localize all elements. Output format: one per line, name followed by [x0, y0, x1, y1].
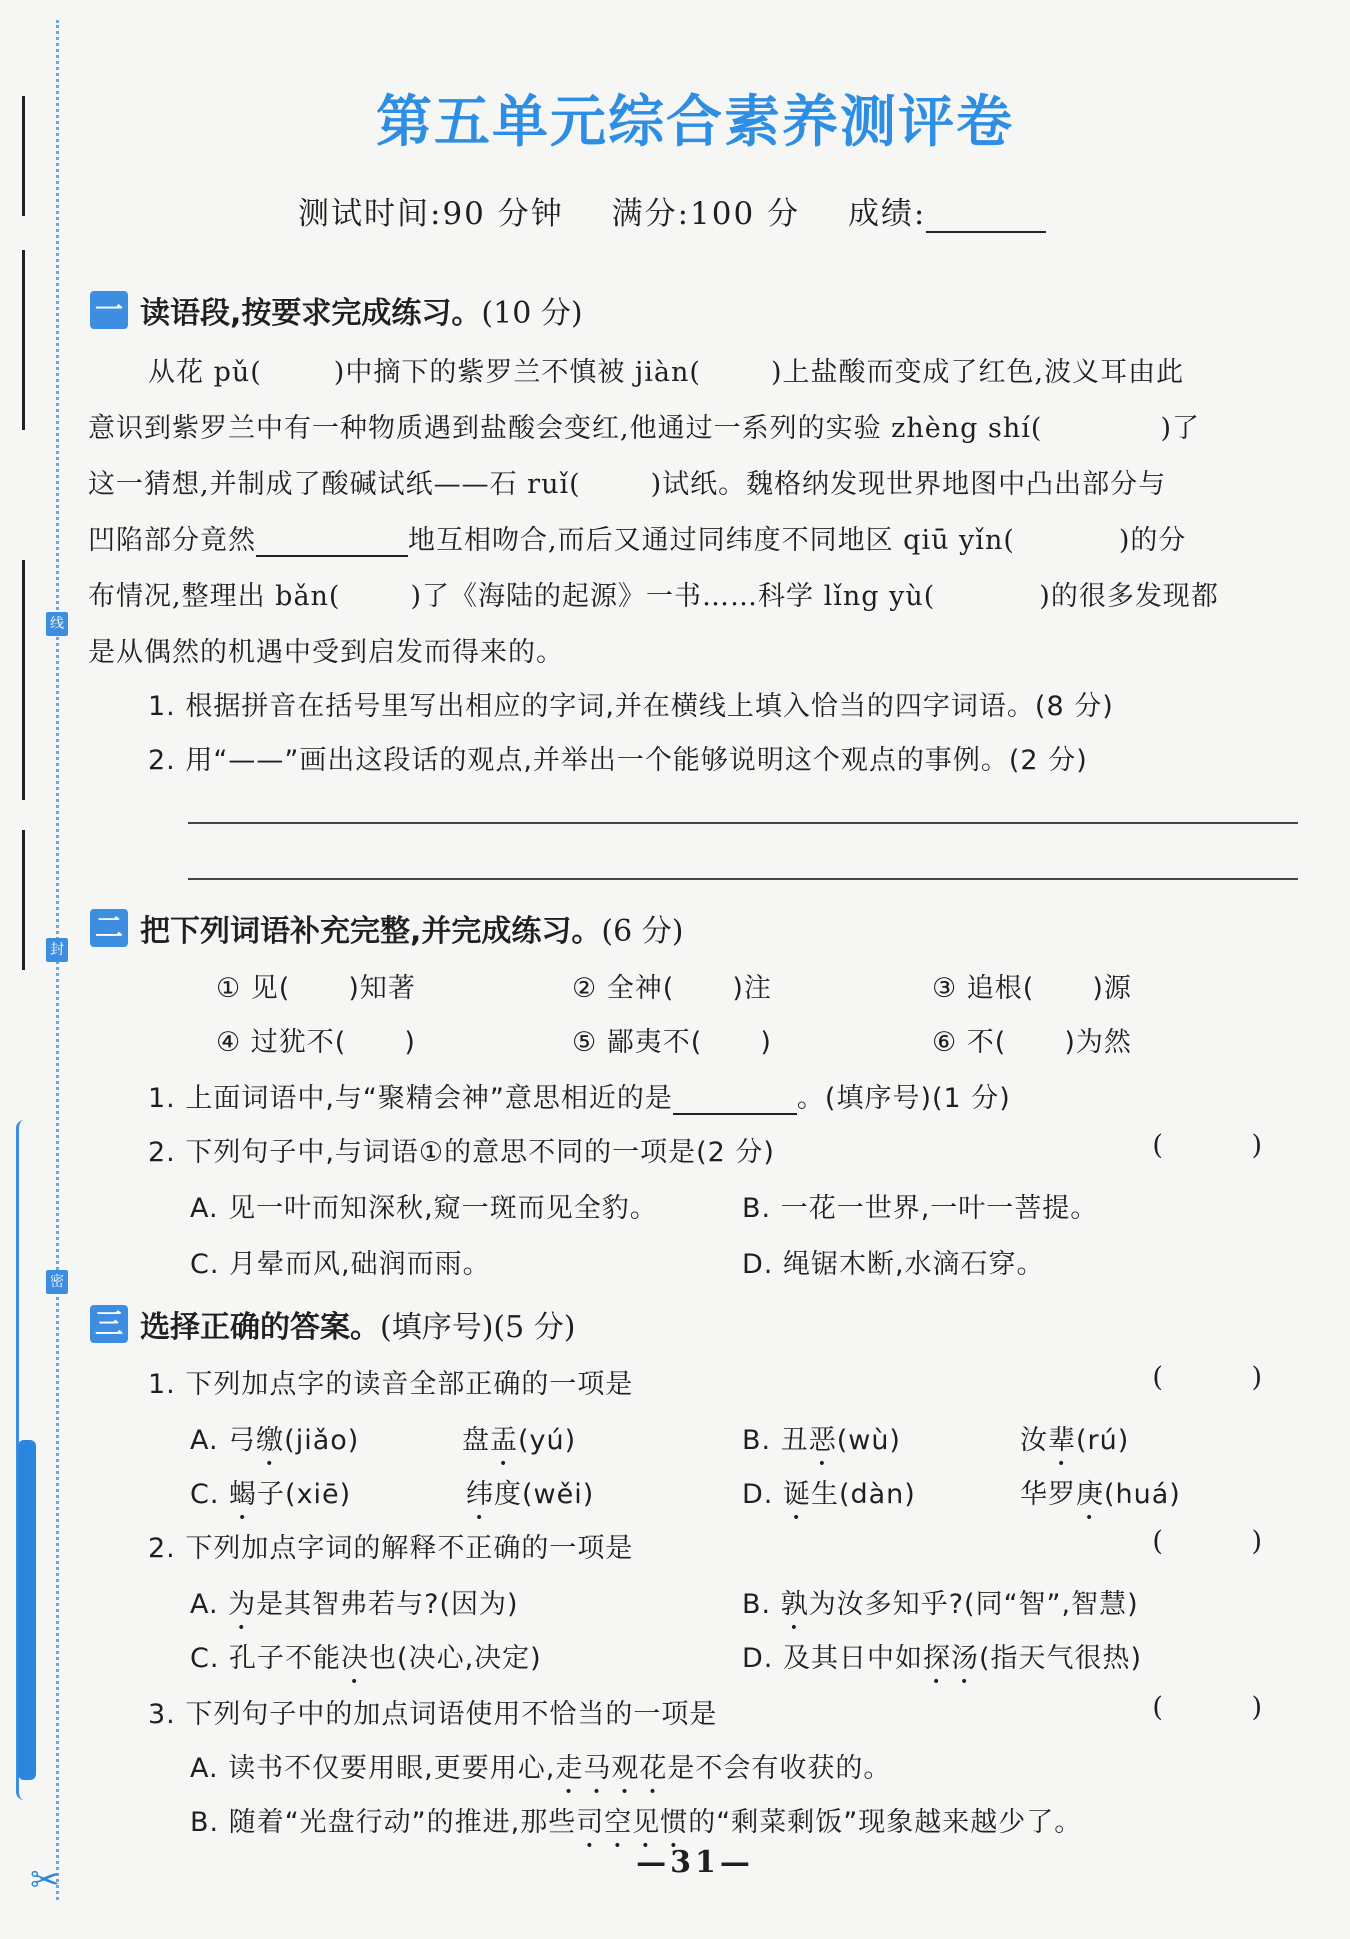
scissors-icon: ✂: [30, 1860, 61, 1901]
option-a: A. 读书不仅要用眼,更要用心,走马观花是不会有收获的。: [190, 1753, 892, 1784]
option-b: B. 一花一世界,一叶一菩提。: [742, 1193, 1099, 1224]
word-item-3: ③ 追根( )源: [932, 973, 1132, 1004]
passage-line: 布情况,整理出 bǎn( )了《海陆的起源》一书……科学 lǐng yù( )的很多发现都: [88, 581, 1219, 612]
page-title: 第五单元综合素养测评卷: [376, 90, 1014, 155]
section-1-heading: [90, 288, 583, 332]
option-c: C. 月晕而风,础润而雨。: [190, 1249, 491, 1280]
section-number: 一: [90, 291, 128, 329]
word-item-5: ⑤ 鄙夷不( ): [572, 1027, 772, 1058]
question-2-1: 1. 上面词语中,与“聚精会神”意思相近的是 。(填序号)(1 分): [148, 1083, 1011, 1114]
option-c2: 纬度(wěi): [466, 1479, 595, 1510]
score-blank[interactable]: [926, 203, 1046, 233]
option-b2: 汝辈(rú): [1020, 1425, 1130, 1456]
option-a: A. 见一叶而知深秋,窥一斑而见全豹。: [190, 1193, 658, 1224]
option-d: D. 绳锯木断,水滴石穿。: [742, 1249, 1045, 1280]
word-item-4: ④ 过犹不( ): [216, 1027, 416, 1058]
answer-paren[interactable]: ( ): [1152, 1526, 1302, 1557]
margin-tag-feng: 封: [46, 938, 68, 962]
passage-line: 意识到紫罗兰中有一种物质遇到盐酸会变红,他通过一系列的实验 zhèng shí( )了: [88, 413, 1200, 444]
option-b: B. 随着“光盘行动”的推进,那些司空见惯的“剩菜剩饭”现象越来越少了。: [190, 1807, 1083, 1838]
option-d2: 华罗庚(huá): [1020, 1479, 1181, 1510]
option-b: B. 孰为汝多知乎?(同“智”,智慧): [742, 1589, 1139, 1620]
option-c: C. 孔子不能决也(决心,决定): [190, 1643, 542, 1674]
binding-mark: [22, 560, 25, 800]
answer-blank[interactable]: [673, 1087, 797, 1115]
section-points: (填序号)(5 分): [380, 1310, 576, 1345]
passage-line: 是从偶然的机遇中受到启发而得来的。: [88, 637, 564, 668]
answer-line[interactable]: [188, 822, 1298, 824]
section-number: 三: [90, 1305, 128, 1343]
binding-mark: [22, 830, 25, 970]
answer-blank[interactable]: [256, 529, 408, 557]
word-item-1: ① 见( )知著: [216, 973, 416, 1004]
binding-mark: [22, 250, 25, 430]
section-number: 二: [90, 909, 128, 947]
margin-tag-xian: 线: [46, 612, 68, 636]
question-3-2: 2. 下列加点字词的解释不正确的一项是: [148, 1533, 634, 1564]
question-2-2: 2. 下列句子中,与词语①的意思不同的一项是(2 分): [148, 1137, 775, 1168]
section-points: (6 分): [601, 914, 684, 949]
option-d1: D. 诞生(dàn): [742, 1479, 916, 1510]
section-points: (10 分): [481, 296, 583, 331]
question-3-3: 3. 下列句子中的加点词语使用不恰当的一项是: [148, 1699, 718, 1730]
page-number: —31—: [636, 1845, 754, 1880]
option-a2: 盘盂(yú): [462, 1425, 577, 1456]
section-title: 把下列词语补充完整,并完成练习。: [140, 914, 602, 949]
option-a: A. 为是其智弗若与?(因为): [190, 1589, 519, 1620]
side-info-strip-fill: [18, 1440, 36, 1780]
option-d: D. 及其日中如探汤(指天气很热): [742, 1643, 1143, 1674]
word-item-6: ⑥ 不( )为然: [932, 1027, 1132, 1058]
section-title: 读语段,按要求完成练习。: [140, 296, 482, 331]
passage-line: 这一猜想,并制成了酸碱试纸——石 ruǐ( )试纸。魏格纳发现世界地图中凸出部分与: [88, 469, 1167, 500]
margin-tag-mi: 密: [46, 1270, 68, 1294]
answer-line[interactable]: [188, 878, 1298, 880]
section-3-heading: [90, 1302, 575, 1346]
full-score: 满分:100 分: [611, 196, 801, 232]
score-label: 成绩:: [847, 196, 927, 232]
answer-paren[interactable]: ( ): [1152, 1362, 1302, 1393]
passage-line: 凹陷部分竟然 地互相吻合,而后又通过同纬度不同地区 qiū yǐn( )的分: [88, 525, 1187, 556]
section-2-heading: [90, 906, 683, 950]
test-time: 测试时间:90 分钟: [298, 196, 564, 232]
answer-paren[interactable]: ( ): [1152, 1130, 1302, 1161]
answer-paren[interactable]: ( ): [1152, 1692, 1302, 1723]
passage-line: 从花 pǔ( )中摘下的紫罗兰不慎被 jiàn( )上盐酸而变成了红色,波义耳由此: [148, 357, 1185, 388]
section-title: 选择正确的答案。: [140, 1310, 380, 1345]
word-item-2: ② 全神( )注: [572, 973, 772, 1004]
question-1-1: 1. 根据拼音在括号里写出相应的字词,并在横线上填入恰当的四字词语。(8 分): [148, 691, 1114, 722]
question-3-1: 1. 下列加点字的读音全部正确的一项是: [148, 1369, 634, 1400]
option-c1: C. 蝎子(xiē): [190, 1479, 352, 1510]
question-1-2: 2. 用“——”画出这段话的观点,并举出一个能够说明这个观点的事例。(2 分): [148, 745, 1088, 776]
option-b1: B. 丑恶(wù): [742, 1425, 901, 1456]
option-a1: A. 弓缴(jiǎo): [190, 1425, 360, 1456]
exam-meta: [298, 188, 1082, 233]
